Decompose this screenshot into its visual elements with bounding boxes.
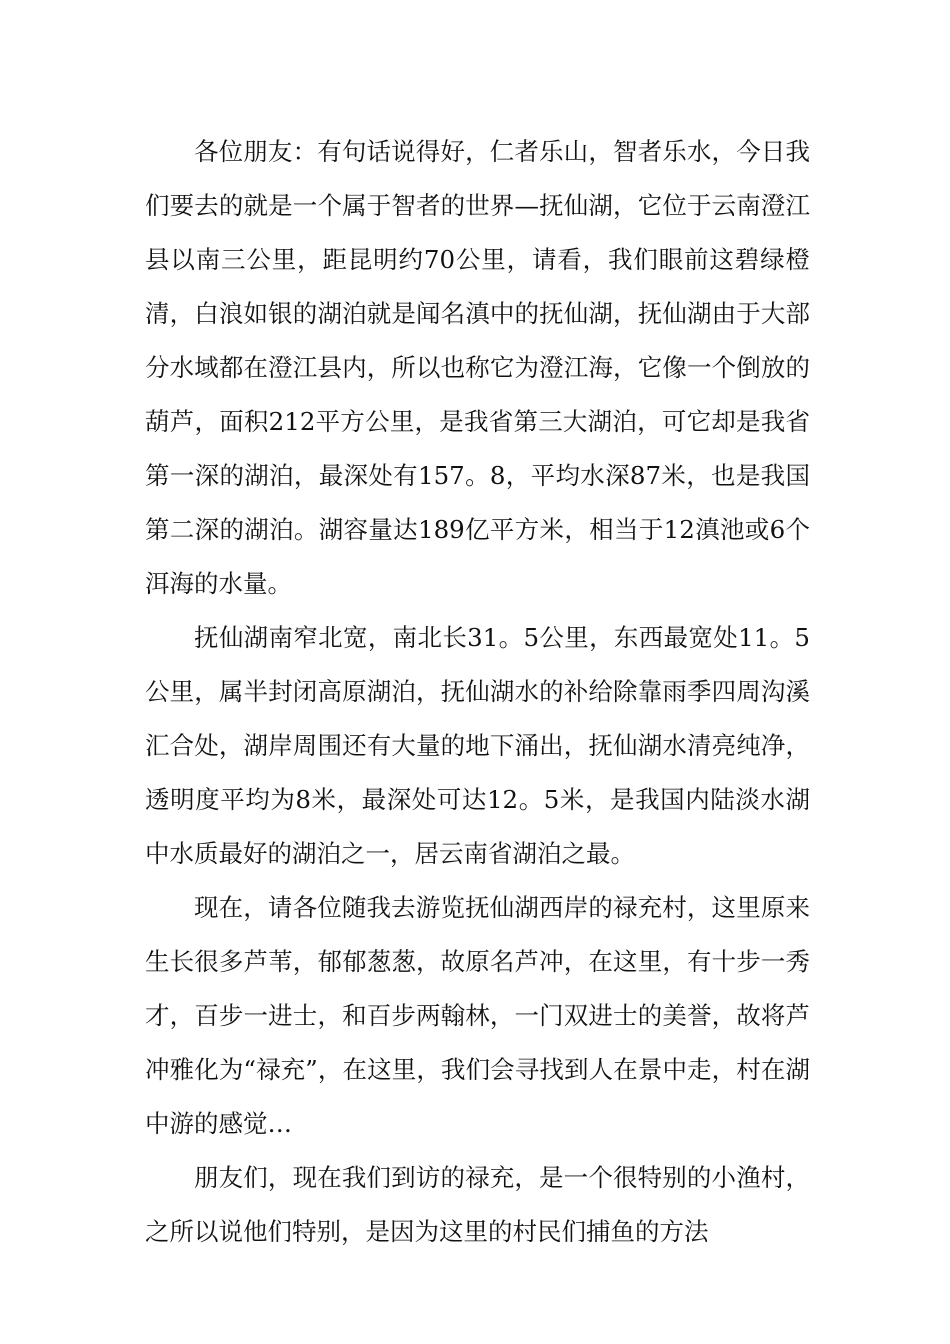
body-text xyxy=(145,125,810,1259)
paragraph-3: 现在，请各位随我去游览抚仙湖西岸的禄充村，这里原来生长很多芦苇，郁郁葱葱，故原名芦冲，在这里，有十步一秀才，百步一进士，和百步两翰林，一门双进士的美誉，故将芦冲雅化为“禄充”，在这里，我们会寻找到人在景中走，村在湖中游的感觉… xyxy=(145,893,810,1138)
paragraph-1: 各位朋友：有句话说得好，仁者乐山，智者乐水，今日我们要去的就是一个属于智者的世界—抚仙湖，它位于云南澄江县以南三公里，距昆明约70公里，请看，我们眼前这碧绿橙清，白浪如银的湖泊就是闻名滇中的抚仙湖，抚仙湖由于大部分水域都在澄江县内，所以也称它为澄江海，它像一个倒放的葫芦，面积212平方公里，是我省第三大湖泊，可它却是我省第一深的湖泊，最深处有157。8，平均水深87米，也是我国第二深的湖泊。湖容量达189亿平方米，相当于12滇池或6个洱海的水量。 xyxy=(145,137,810,598)
paragraph-2: 抚仙湖南窄北宽，南北长31。5公里，东西最宽处11。5公里，属半封闭高原湖泊，抚仙湖水的补给除靠雨季四周沟溪汇合处，湖岸周围还有大量的地下涌出，抚仙湖水清亮纯净，透明度平均为8米，最深处可达12。5米，是我国内陆淡水湖中水质最好的湖泊之一，居云南省湖泊之最。 xyxy=(145,623,810,868)
paragraph-4: 朋友们，现在我们到访的禄充，是一个很特别的小渔村，之所以说他们特别，是因为这里的村民们捕鱼的方法 xyxy=(145,1163,810,1246)
